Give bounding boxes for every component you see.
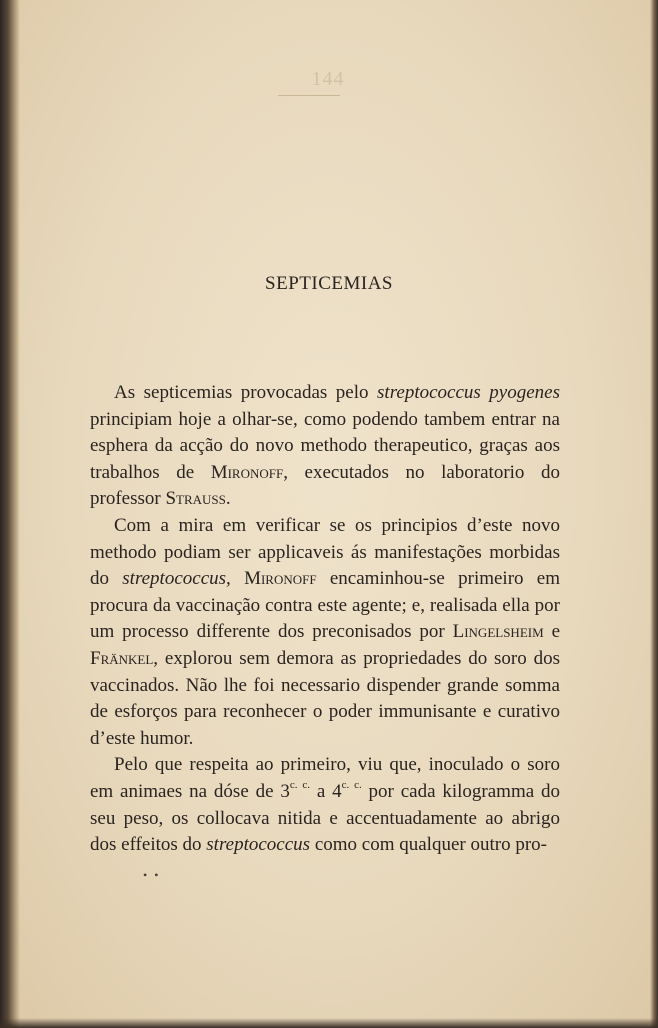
- text-run: Pelo que respeita ao primeiro, viu que, inoculado o soro em animaes na dóse de 3: [90, 754, 560, 802]
- page-title: SEPTICEMIAS: [265, 273, 393, 294]
- italic-run: streptococcus pyogenes: [377, 382, 561, 403]
- text-run: Com a mira em verificar se os principios d’este novo methodo podiam ser applicaveis ás manifestações morbidas do: [90, 514, 560, 590]
- body-text: [90, 380, 560, 859]
- paragraph: [90, 513, 560, 752]
- text-run: e: [543, 621, 560, 643]
- author-name: Lingelsheim: [452, 621, 544, 643]
- page-right-edge: [650, 0, 658, 1028]
- text-run: [231, 568, 244, 589]
- printer-mark: • •: [143, 868, 161, 882]
- text-run: a 4: [309, 780, 342, 802]
- italic-run: streptococcus: [206, 834, 311, 856]
- text-run: As septicemias provocadas pelo: [114, 382, 378, 403]
- text-run: .: [225, 488, 231, 510]
- author-name: Mironoff: [244, 568, 317, 590]
- italic-run: streptococcus,: [122, 568, 231, 590]
- text-run: principiam hoje a olhar-se, como podendo tambem entrar na esphera da acção do novo methodo therapeutico, graças aos trabalhos de: [90, 408, 560, 483]
- page-number-rule: [278, 95, 340, 96]
- page-number: 144: [311, 68, 345, 90]
- unit-superscript: c. c.: [341, 778, 362, 791]
- unit-superscript: c. c.: [289, 778, 310, 791]
- text-run: , executados no laboratorio do professor: [90, 461, 560, 510]
- text-run: por cada kilogramma do seu peso, os collocava nitida e accentuadamente ao abrigo dos effeitos do: [90, 780, 561, 856]
- text-run: como com qualquer outro pro-: [310, 834, 547, 856]
- text-run: encaminhou-se primeiro em procura da vaccinação contra este agente; e, realisada ella por um processo differente dos preconisados por: [90, 568, 561, 643]
- paragraph: [90, 752, 560, 858]
- author-name: Strauss: [165, 488, 226, 510]
- paragraph: [90, 380, 560, 513]
- page-spine-shadow: [0, 0, 20, 1028]
- page-bottom-edge: [0, 1018, 658, 1028]
- text-run: , explorou sem demora as propriedades do soro dos vaccinados. Não lhe foi necessario dispender grande somma de esforços para reconhecer o poder immunisante e curativo d’este humor.: [90, 647, 560, 749]
- author-name: Fränkel: [90, 647, 154, 669]
- author-name: Mironoff: [210, 461, 284, 483]
